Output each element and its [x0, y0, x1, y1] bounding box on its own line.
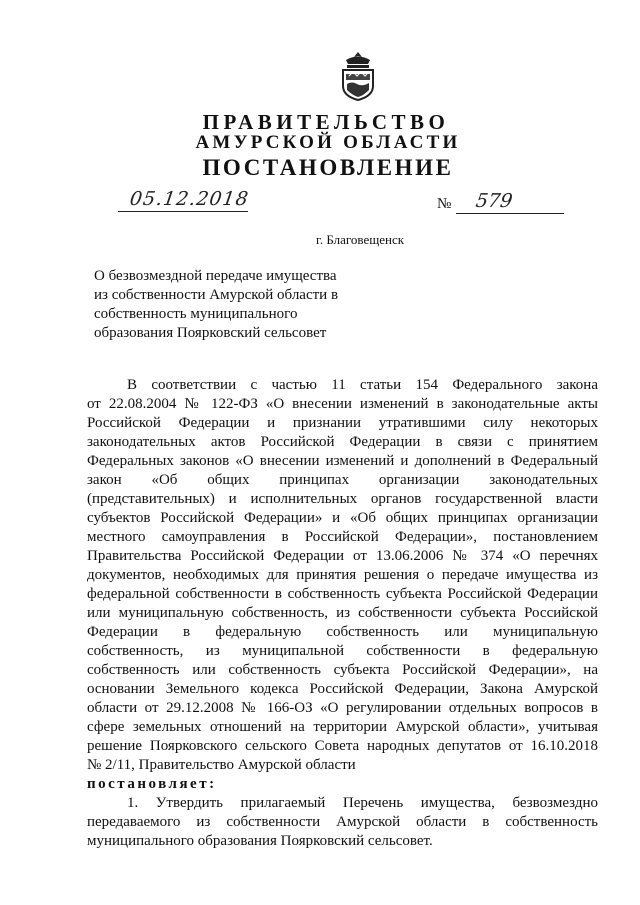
subject-line: собственность муниципального [94, 306, 298, 322]
body-line: федеральной собственности в собственность субъекта Российской Федерации [87, 586, 598, 602]
body-line: № 2/11, Правительство Амурской области [87, 757, 356, 773]
body-line: Федеральных законов «О внесении изменений и дополнений в Федеральный [87, 453, 598, 469]
body-line: законодательных актов Российской Федерации в связи с принятием [87, 434, 598, 450]
body-line: закон «Об общих принципах организации законодательных [87, 472, 598, 488]
body-line: области от 29.12.2008 № 166-ОЗ «О регулировании отдельных вопросов в [87, 700, 598, 716]
item-line: муниципального образования Поярковский сельсовет. [87, 833, 433, 849]
document-date: 05.12.2018 [128, 188, 251, 210]
item-line: передаваемого из собственности Амурской области в собственность [87, 814, 598, 830]
body-line: от 22.08.2004 № 122-ФЗ «О внесении изменений в законодательные акты [87, 396, 598, 412]
coat-of-arms-icon [337, 50, 379, 102]
subject-line: О безвозмездной передаче имущества [94, 268, 337, 284]
body-line: местного самоуправления в Российской Федерации», постановлением [87, 529, 598, 545]
city-name: г. Благовещенск [315, 232, 405, 247]
decree-word: постановляет: [87, 776, 217, 792]
body-line: субъектов Российской Федерации» и «Об общих принципах организации [87, 510, 598, 526]
document-subject [94, 267, 394, 343]
date-underline [118, 210, 248, 212]
body-line: Правительства Российской Федерации от 13.06.2006 № 374 «О перечнях [87, 548, 598, 564]
organization-name-line1: ПРАВИТЕЛЬСТВО [202, 110, 450, 134]
document-type-title: ПОСТАНОВЛЕНИЕ [202, 155, 454, 180]
body-line: Федерации в федеральную собственность или муниципальную [87, 624, 598, 640]
body-line: сфере земельных отношений на территории Амурской области», учитывая [87, 719, 598, 735]
body-line: документов, необходимых для принятия решения о передаче имущества из [87, 567, 598, 583]
number-label: № [437, 196, 452, 212]
body-line: решение Поярковского сельского Совета народных депутатов от 16.10.2018 [87, 738, 598, 754]
body-line: основании Земельного кодекса Российской Федерации, Закона Амурской [87, 681, 598, 697]
document-number: 579 [474, 190, 514, 212]
body-line: собственность, из муниципальной собственности в федеральную [87, 643, 598, 659]
body-line: (представительных) и исполнительных органов государственной власти [87, 491, 598, 507]
organization-name-line2: АМУРСКОЙ ОБЛАСТИ [195, 132, 461, 153]
subject-line: образования Поярковский сельсовет [94, 325, 327, 341]
body-line: Российской Федерации и признании утратившими силу некоторых [87, 415, 598, 431]
body-line: В соответствии с частью 11 статьи 154 Федерального закона [127, 377, 598, 393]
body-line: собственность или собственность субъекта Российской Федерации», на [87, 662, 598, 678]
body-line: или муниципальную собственность, из собственности субъекта Российской [87, 605, 598, 621]
item-line: 1. Утвердить прилагаемый Перечень имущества, безвозмездно [127, 795, 598, 811]
number-underline [456, 212, 564, 214]
document-body [87, 376, 598, 851]
subject-line: из собственности Амурской области в [94, 287, 339, 303]
